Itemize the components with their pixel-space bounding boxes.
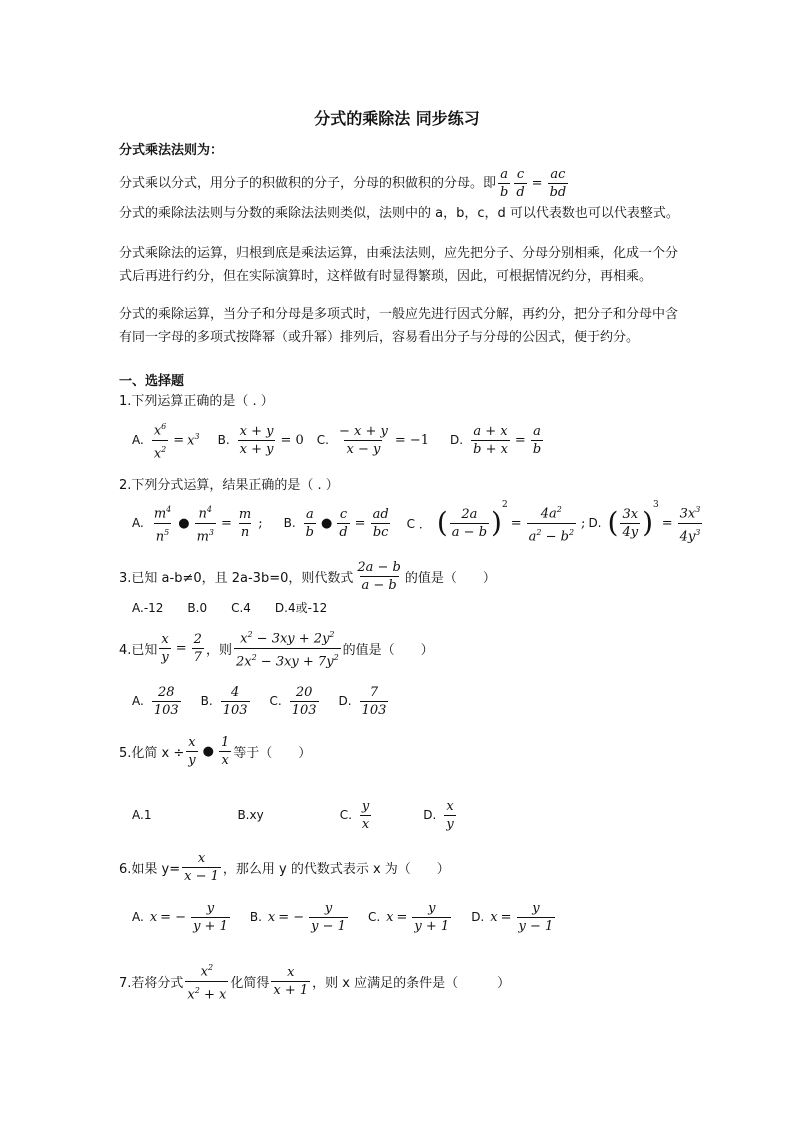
- option-label: B.xy: [237, 808, 264, 822]
- option-label: C.: [339, 808, 352, 822]
- option-label: D.: [338, 694, 352, 708]
- option-label: A.: [132, 910, 144, 924]
- q3-stem-after: 的值是（ ）: [404, 570, 496, 586]
- option-label: C.: [316, 433, 329, 447]
- rule-frac-c-d: $\frac{c}{d}$: [516, 167, 525, 200]
- option-label: B.: [283, 516, 296, 530]
- option-label: C.: [367, 910, 381, 924]
- option-label: A.: [132, 433, 144, 447]
- question-5-options: A.1 B.xy C. $\frac{y}{x}$ D. $\frac{x}{y}$: [132, 798, 454, 832]
- q3-stem-before: 3.已知 a-b≠0，且 2a-3b=0，则代数式: [119, 570, 354, 586]
- option-label: A.: [132, 694, 144, 708]
- section-heading: 一、选择题: [119, 374, 185, 389]
- paragraph-3: 分式的乘除运算，当分子和分母是多项式时，一般应先进行因式分解，再约分，把分子和分母中含有同一字母的多项式按降幂（或升幂）排列后，容易看出分子与分母的公因式，便于约分。: [119, 307, 679, 345]
- q6-stem-after: ，那么用 y 的代数式表示 x 为（ ）: [222, 861, 450, 877]
- q3-expression: $\frac{2a - b}{a - b}$: [357, 559, 401, 593]
- q5-stem-after: 等于（ ）: [233, 745, 312, 761]
- q4-stem-mid: ，则: [205, 642, 232, 658]
- equals-sign: =: [531, 176, 543, 191]
- option-label: C.: [269, 694, 282, 708]
- option-label: D.: [588, 516, 602, 530]
- question-2-options: A. $\frac{m^4}{n^5}$ ● $\frac{n^4}{m^3}$ = $\frac{m}{n}$ ; B. $\frac{a}{b}$ ● $\frac{c}{d}$ = $\frac{ad}{bc}$ C ． ( $\frac{2a}{a - b}$ ) 2 = $\frac{4a^2}{a^2 - b^2}$ ; D. ( $\frac{3x}{4y}$ ) 3 = $\frac{3x^3}{4y^3}$: [132, 500, 701, 544]
- rule-line-text: 分式乘以分式，用分子的积做积的分子，分母的积做积的分母。即: [119, 176, 497, 191]
- question-5-stem: 5.化简 x ÷ $\frac{x}{y}$ ● $\frac{1}{x}$ 等于（ ）: [119, 734, 312, 768]
- option-label: D.: [450, 433, 464, 447]
- q1-c-frac: $\frac{- x + y}{x - y}$: [338, 423, 388, 457]
- question-1-options: A. $\frac{x^6}{x^2}$ = $x^3$ B. $\frac{x + y}{x + y}$ = 0 C. $\frac{- x + y}{x - y}$ = −1 D. $\frac{a + x}{b + x}$ = $\frac{a}{b}$: [132, 418, 545, 462]
- paragraph-1: 分式的乘除法法则与分数的乘除法法则类似，法则中的 a，b，c，d 可以代表数也可以代表整式。: [119, 206, 679, 221]
- q6-stem-before: 6.如果 y=: [119, 861, 181, 877]
- q4-stem-before: 4.已知: [119, 642, 158, 658]
- rule-frac-ac-bd: $\frac{ac}{bd}$: [549, 167, 567, 200]
- paragraph-2: 分式乘除法的运算，归根到底是乘法运算，由乘法法则，应先把分子、分母分别相乘，化成一个分式后再进行约分，但在实际演算时，这样做有时显得繁琐，因此，可根据情况约分，再相乘。: [119, 246, 679, 284]
- question-3-options: A.-12 B.0 C.4 D.4或-12: [132, 601, 328, 615]
- option-label: D.: [471, 910, 485, 924]
- q7-stem-before: 7.若将分式: [119, 975, 184, 991]
- question-4-options: A. $\frac{28}{103}$ B. $\frac{4}{103}$ C. $\frac{20}{103}$ D. $\frac{7}{103}$: [132, 684, 387, 718]
- question-2-stem: 2.下列分式运算，结果正确的是（ . ）: [119, 478, 339, 493]
- q4-expression: $\frac{x^2 - 3xy + 2y^2}{2x^2 - 3xy + 7y^2}$: [235, 630, 339, 669]
- q1-d-frac-left: $\frac{a + x}{b + x}$: [473, 423, 508, 457]
- q7-stem-mid: 化简得: [230, 975, 270, 991]
- page-title: 分式的乘除法 同步练习: [314, 109, 480, 128]
- option-label: B.: [249, 910, 262, 924]
- question-1-stem: 1.下列运算正确的是（ . ）: [119, 394, 274, 409]
- q5-stem-before: 5.化简 x ÷: [119, 745, 185, 761]
- question-4-stem: 4.已知 $\frac{x}{y}$ = $\frac{2}{7}$ ，则 $\frac{x^2 - 3xy + 2y^2}{2x^2 - 3xy + 7y^2}$ 的值是（ ）: [119, 627, 434, 669]
- rule-frac-a-b: $\frac{a}{b}$: [500, 167, 509, 200]
- option-label: C ．: [406, 516, 431, 531]
- question-3-stem: [119, 556, 496, 596]
- option-label: A.1: [132, 808, 152, 822]
- question-6-stem: 6.如果 y= $\frac{x}{x - 1}$ ，那么用 y 的代数式表示 x 为（ ）: [119, 850, 450, 884]
- q7-stem-after: ，则 x 应满足的条件是（ ）: [312, 975, 511, 991]
- option-label: B.: [200, 694, 213, 708]
- option-label: B.: [217, 433, 230, 447]
- q1-d-frac-right: $\frac{a}{b}$: [532, 423, 542, 457]
- q1-b-frac: $\frac{x + y}{x + y}$: [239, 423, 274, 457]
- question-6-options: A. x = − $\frac{y}{y + 1}$ B. x = − $\frac{y}{y - 1}$ C. x = $\frac{y}{y + 1}$ D. x = $\frac{y}{y - 1}$: [132, 900, 554, 934]
- option-label: A.: [132, 516, 144, 530]
- q1-a-frac: $\frac{x^6}{x^2}$: [153, 422, 167, 461]
- rule-heading: 分式乘法法则为：: [119, 143, 224, 158]
- q4-stem-after: 的值是（ ）: [342, 642, 434, 658]
- option-label: D.: [423, 808, 437, 822]
- rule-line: [119, 166, 679, 201]
- question-7-stem: 7.若将分式 $\frac{x^2}{x^2 + x}$ 化简得 $\frac{x}{x + 1}$ ，则 x 应满足的条件是（ ）: [119, 963, 511, 1002]
